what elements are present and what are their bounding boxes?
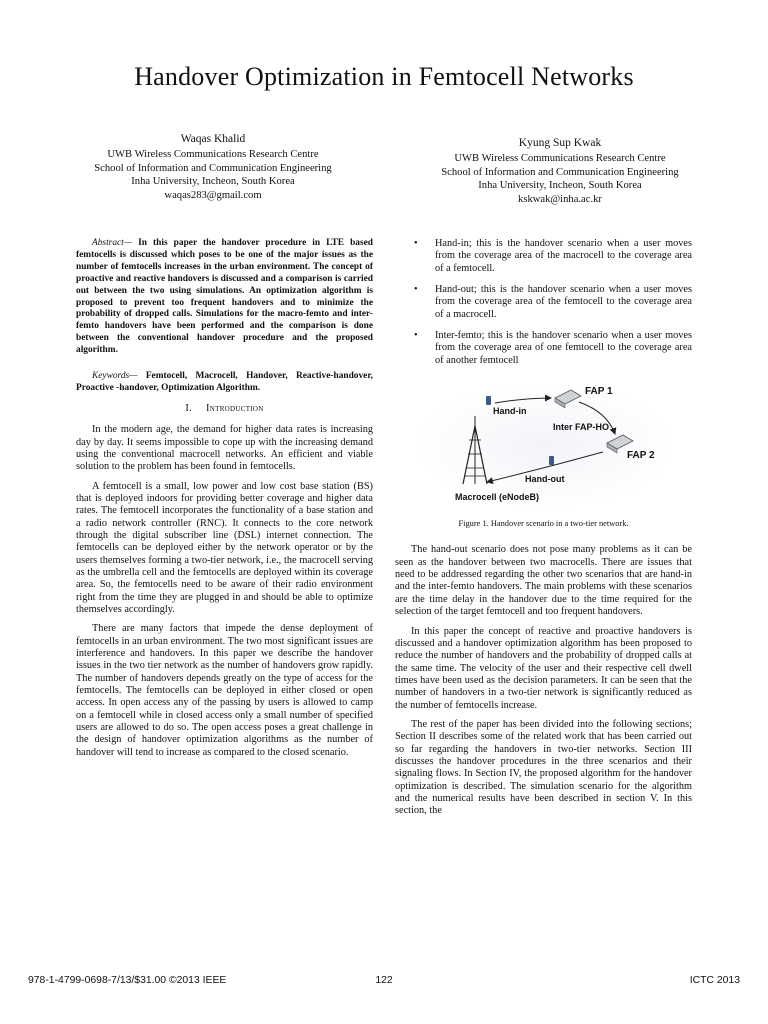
bullet-icon: •: [414, 284, 418, 296]
handover-diagram: [395, 376, 692, 516]
section-heading: [76, 403, 373, 415]
author-affiliation: UWB Wireless Communications Research Centre: [107, 149, 319, 161]
keywords-text: Femtocell, Macrocell, Handover, Reactive-handover, Proactive -handover, Optimization Algorithm.: [76, 371, 373, 393]
author-school: School of Information and Communication Engineering: [94, 162, 332, 174]
bullet-icon: •: [414, 238, 418, 249]
author-email: kskwak@inha.ac.kr: [518, 193, 602, 205]
list-item-text: Hand-in; this is the handover scenario when a user moves from the coverage area of the macrocell to the coverage area of a femtocell.: [435, 238, 692, 274]
paragraph: The hand-out scenario does not pose many problems as it can be seen as the handover between two macrocells. There are issues that need to be addressed regarding the other two scenarios that are hand-in and the inter-femto handovers. The main problems with these scenarios are the time delay in the handover due to the time required for the selection of the target femtocell and too frequent handovers.: [395, 544, 692, 618]
author-name: Kyung Sup Kwak: [518, 137, 602, 149]
macrocell-label: Macrocell (eNodeB): [455, 492, 540, 503]
paper-title: Handover Optimization in Femtocell Networks: [134, 62, 634, 91]
list-item: [395, 284, 692, 321]
paragraph: In the modern age, the demand for higher data rates is increasing day by day. It seems impossible to cope up with the increasing demand using the conventional macrocell networks. An efficient and viable solution to the problem has been found in femtocells.: [76, 424, 373, 473]
list-item-text: Hand-out; this is the handover scenario when a user moves from the coverage area of the femtocell to the coverage area of a macrocell.: [435, 284, 692, 320]
left-column: [76, 238, 373, 766]
list-item-text: Inter-femto; this is the handover scenario when a user moves from the coverage area of one femtocell to the coverage area of another femtocell: [435, 330, 692, 366]
right-column: [395, 238, 692, 825]
paragraph: There are many factors that impede the dense deployment of femtocells in an urban environment. The two most significant issues are interference and handovers. In this paper we describe the handover issues in the two tier network as the number of handovers grow rapidly. The number of handovers depends greatly on the type of access for the femtocells. The femtocells can be deployed in either closed or open access. In open access any of the passing by users is allowed to camp on a femtocell while in closed access only a small number of specified users are allowed to do so. The open access poses a great challenge in the design of handover optimization algorithms as the number of handover will tend to increase as compared to the closed scenario.: [76, 623, 373, 758]
paragraph: A femtocell is a small, low power and low cost base station (BS) that is deployed indoors for providing better coverage and higher data rates. The femtocell incorporates the functionality of a base station and a radio network controller (RNC). It connects to the core network through the digital subscriber line (DSL) internet connection. The femtocells can be deployed either by the network operator or by the users themselves forming a two-tier network, i.e., the macrocell serving as the umbrella cell and the femtocells are deployed within its coverage area. So, the femtocells need to be aware of their radio environment right from the time they are plugged in and should be able to optimize themselves accordingly.: [76, 480, 373, 616]
author-university: Inha University, Incheon, South Korea: [131, 176, 295, 188]
hand-out-label: Hand-out: [525, 474, 565, 485]
footer-copyright: 978-1-4799-0698-7/13/$31.00 ©2013 IEEE: [28, 975, 227, 986]
author-school: School of Information and Communication Engineering: [441, 166, 679, 178]
bullet-icon: •: [414, 330, 418, 342]
section-title: Introduction: [206, 402, 264, 414]
abstract-lead: Abstract—: [92, 238, 133, 248]
author-email: waqas283@gmail.com: [164, 189, 262, 201]
abstract: [76, 238, 373, 357]
user-handset-icon: [549, 456, 554, 465]
list-item: [395, 330, 692, 367]
author-block-1: [48, 133, 378, 202]
figure-caption: Figure 1. Handover scenario in a two-tier network.: [458, 519, 629, 529]
user-handset-icon: [486, 396, 491, 405]
list-item: [395, 238, 692, 275]
hand-in-label: Hand-in: [493, 406, 527, 417]
author-block-2: [395, 137, 725, 206]
scenario-list: [395, 238, 692, 367]
fap1-label: FAP 1: [585, 386, 613, 398]
section-number: I.: [185, 402, 193, 414]
keywords: [76, 371, 373, 395]
author-university: Inha University, Incheon, South Korea: [478, 180, 642, 192]
footer-page-number: 122: [375, 975, 393, 986]
footer-conference: ICTC 2013: [689, 975, 740, 986]
inter-fap-label: Inter FAP-HO: [553, 422, 610, 433]
paragraph: In this paper the concept of reactive and proactive handovers is discussed and a handover optimization algorithm has been proposed to reduce the number of handovers and the probability of dropped calls at the same time. The velocity of the user and their respective cell dwell times have been used as the decision parameters. It can be seen that the number of handovers in a two-tier network is significantly reduced as the number of femtocells increase.: [395, 625, 692, 711]
author-affiliation: UWB Wireless Communications Research Centre: [454, 153, 666, 165]
coverage-background: [415, 384, 675, 508]
paragraph: The rest of the paper has been divided into the following sections; Section II describes some of the related work that has been carried out so far regarding the handovers in two-tier networks. Section III discusses the handover procedures in the three scenarios and their signaling flows. In Section IV, the proposed algorithm for the handover optimization is described. The simulation scenario for the algorithm and the numerical results have been described in section V. In this section, the: [395, 718, 692, 817]
abstract-text: In this paper the handover procedure in LTE based femtocells is discussed which poses to be one of the major issues as the number of femtocells increases in the urban environment. The concept of proactive and reactive handovers is discussed and a comparison is carried out between the two using simulations. An optimization algorithm is proposed to prevent too frequent handovers and to minimize the probability of dropped calls. Simulations for the macro-femto and inter-femto handovers have been performed and the comparison is done between the conventional handover procedure and the proposed algorithm.: [76, 238, 373, 356]
author-name: Waqas Khalid: [180, 133, 246, 145]
diagram-svg: [395, 376, 692, 516]
fap2-label: FAP 2: [627, 450, 655, 462]
keywords-lead: Keywords—: [92, 371, 138, 382]
